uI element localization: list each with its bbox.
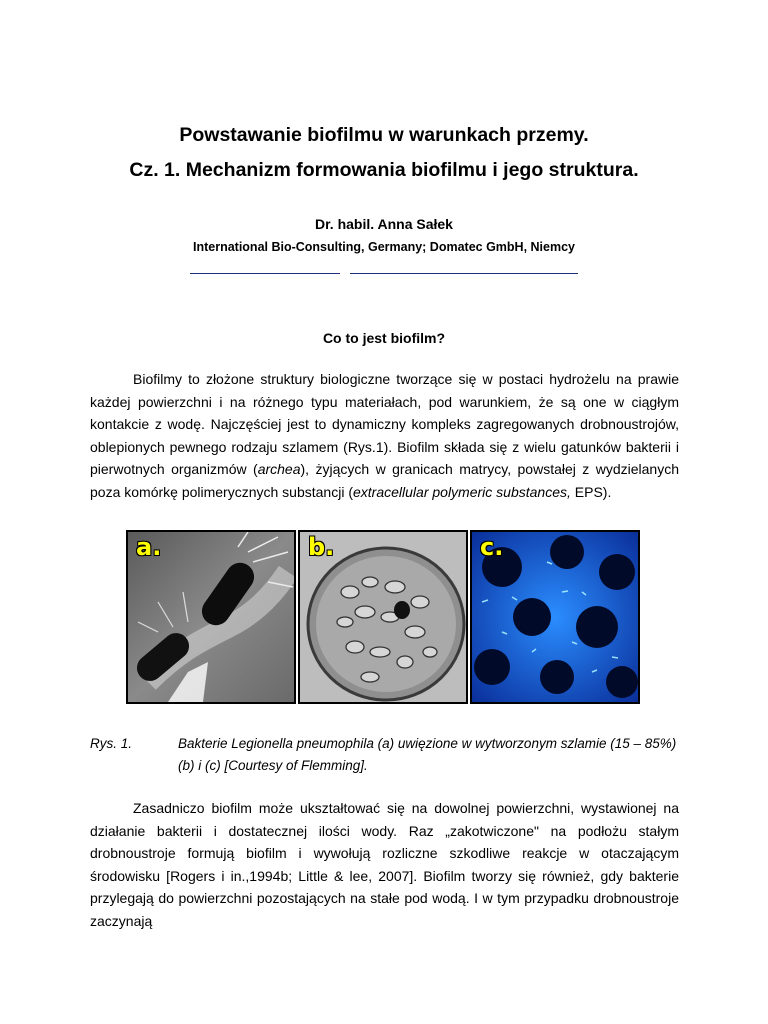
figure-panel-c-label: c.	[480, 533, 504, 561]
paragraph-1-text-c: EPS).	[570, 483, 612, 500]
document-title-line1: Powstawanie biofilmu w warunkach przemy.	[179, 124, 589, 146]
figure-panel-c-micrograph	[470, 530, 640, 704]
paragraph-1-text-a: Biofilmy to złożone struktury biologiczne tworzące się w postaci hydrożelu na prawie każdej powierzchni i na różnego typu materiałach, pod warunkiem, że są one w ciągłym kontakcie z wodę. Najczęściej jest to dynamiczny kompleks zagregowanych drobnoustrojów, oblepionych pewnego rodzaju szlamem (Rys.1). Biofilm składa się z wielu gatunków bakterii i pierwotnych organizmów (	[90, 371, 679, 478]
caption-text: Bakterie Legionella pneumophila (a) uwięzione w wytworzonym szlamie (15 – 85%) (b) i (c) [Courtesy of Flemming].	[178, 736, 677, 773]
section-heading: Co to jest biofilm?	[322, 330, 446, 346]
figure-panel-b-label: b.	[308, 533, 335, 561]
paragraph-1-text-b: ), żyjących w granicach matrycy, powstałej z wydzielanych poza komórkę polimerycznych substancji (	[90, 461, 679, 500]
author-affiliation: International Bio-Consulting, Germany; Domatec GmbH, Niemcy	[192, 240, 575, 254]
affiliation-underline-left	[190, 273, 340, 274]
paragraph-1-italic-archea: archea	[257, 461, 301, 478]
paragraph-2: Zasadniczo biofilm może ukształtować się na dowolnej powierzchni, wystawionej na działanie bakterii i dostatecznej ilości wody. Raz „zakotwiczone" na podłożu stałym drobnoustroje formują biofilm i wywołują rozliczne szkodliwe reakcje w otaczającym środowisku [Rogers i in.,1994b; Little & lee, 2007]. Biofilm tworzy się również, gdy bakterie przylegają do powierzchni pozostających na stałe pod wodą. I w tym przypadku drobnoustroje zaczynają	[90, 800, 679, 929]
author-name: Dr. habil. Anna Sałek	[315, 216, 453, 232]
paragraph-1	[90, 368, 679, 504]
figure-1	[126, 530, 642, 704]
affiliation-underline-right	[350, 273, 578, 274]
figure-panel-a-micrograph	[126, 530, 296, 704]
caption-label: Rys. 1.	[90, 736, 133, 751]
figure-panel-b-micrograph	[298, 530, 468, 704]
paragraph-1-italic-eps: extracellular polymeric substances,	[353, 483, 571, 500]
figure-panel-a-label: a.	[136, 533, 162, 561]
document-title-line2: Cz. 1. Mechanizm formowania biofilmu i jego struktura.	[129, 159, 639, 181]
